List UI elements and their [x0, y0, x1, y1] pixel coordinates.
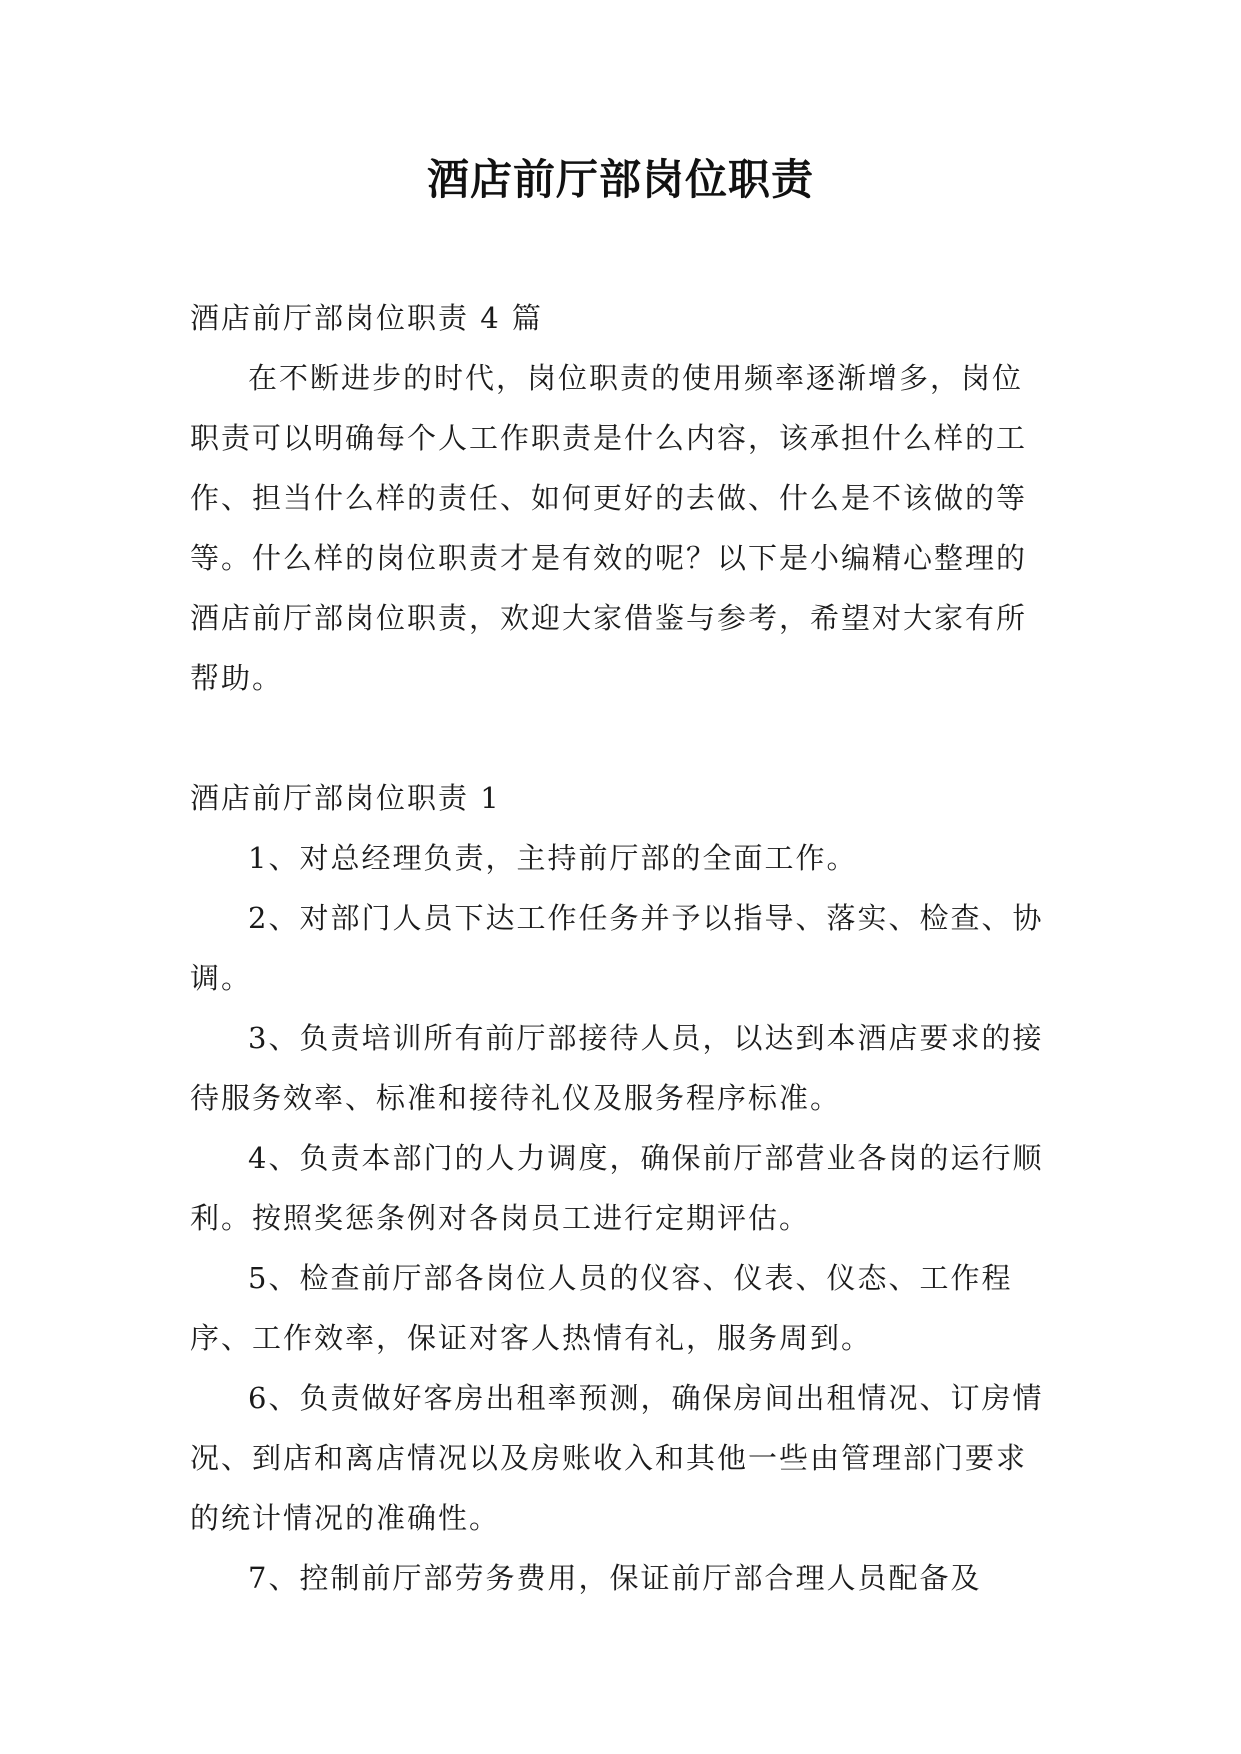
duty-item: 1、对总经理负责，主持前厅部的全面工作。 [248, 841, 858, 875]
duty-item: 2、对部门人员下达工作任务并予以指导、落实、检查、协调。 [190, 901, 1044, 995]
duty-item: 4、负责本部门的人力调度，确保前厅部营业各岗的运行顺利。按照奖惩条例对各岗员工进行定期评估。 [190, 1141, 1044, 1235]
section-heading: 酒店前厅部岗位职责 1 [190, 781, 501, 815]
duty-item: 5、检查前厅部各岗位人员的仪容、仪表、仪态、工作程序、工作效率，保证对客人热情有礼，服务周到。 [190, 1261, 1013, 1355]
paragraph-spacer [190, 708, 1052, 768]
document-subtitle: 酒店前厅部岗位职责 4 篇 [190, 301, 543, 335]
document-body [190, 288, 1052, 1608]
duty-item: 3、负责培训所有前厅部接待人员，以达到本酒店要求的接待服务效率、标准和接待礼仪及服务程序标准。 [190, 1021, 1044, 1115]
duty-item: 6、负责做好客房出租率预测，确保房间出租情况、订房情况、到店和离店情况以及房账收入和其他一些由管理部门要求的统计情况的准确性。 [190, 1381, 1044, 1535]
duty-item: 7、控制前厅部劳务费用，保证前厅部合理人员配备及 [248, 1561, 982, 1595]
document-title: 酒店前厅部岗位职责 [426, 155, 814, 204]
intro-paragraph: 在不断进步的时代，岗位职责的使用频率逐渐增多，岗位职责可以明确每个人工作职责是什么内容，该承担什么样的工作、担当什么样的责任、如何更好的去做、什么是不该做的等等。什么样的岗位职责才是有效的呢？以下是小编精心整理的酒店前厅部岗位职责，欢迎大家借鉴与参考，希望对大家有所帮助。 [190, 361, 1028, 695]
